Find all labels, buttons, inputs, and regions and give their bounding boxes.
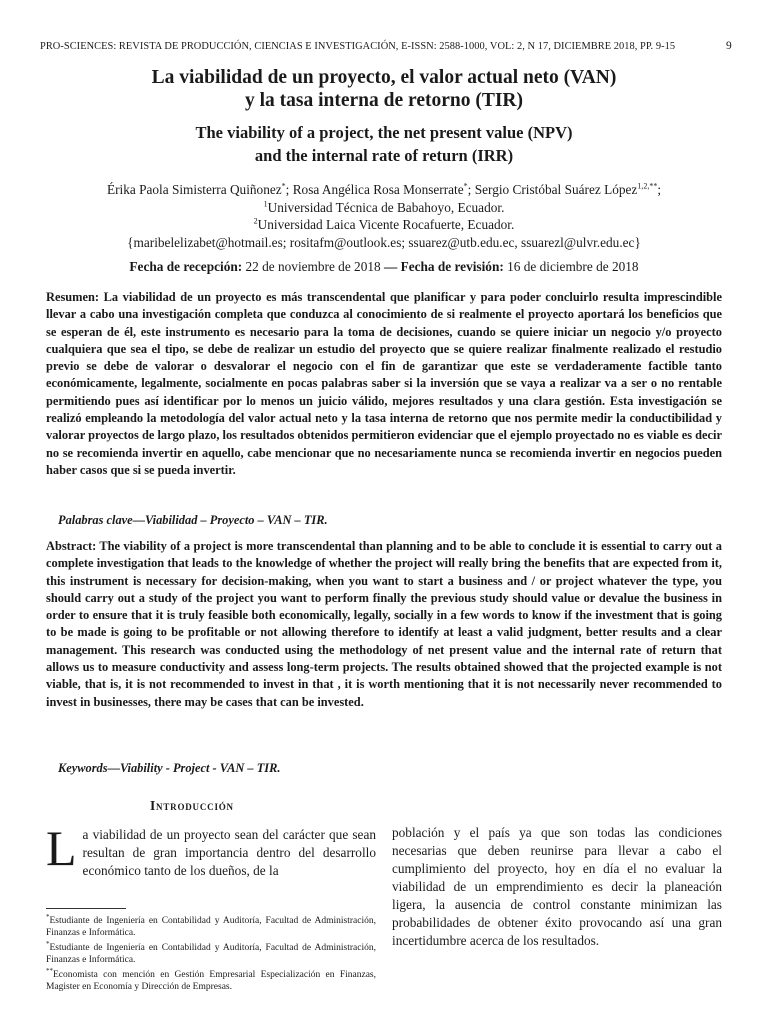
running-header: PRO-SCIENCES: REVISTA DE PRODUCCIÓN, CIENCIAS E INVESTIGACIÓN, E-ISSN: 2588-1000, VOL: 2, N 17, DICIEMBRE 2018, PP. 9-15 (40, 41, 676, 52)
received-date: 22 de noviembre de 2018 (245, 259, 381, 274)
author-3: Sergio Cristóbal Suárez López (474, 182, 638, 197)
date-dash: — (383, 259, 398, 274)
abstract-paragraph: Abstract: The viability of a project is more transcendental than planning and to be able to conclude it is essential to carry out a complete investigation that leads to the knowledge of whether the project will really bring the benefits that are expected from it, this instrument is necessary for decision-making, when you want to start a business and / or project whatever the type, you should carry out a study of the project you want to perform finally the previous study should value or devalue the business in order to ensure that it is truly feasible both economically, legally, socially in a few words to know if the investment that is going to be made is going to be profitable or not allowing therefore to identify at least a valid judgment, better results and a clear management. This research was conducted using the methodology of net present value and the internal rate of return that allows us to measure conductivity and assess long-term projects. The results obtained showed that the projected example is not viable, that is, it is not recommended to invest in that , it is worth mentioning that it is not necessarily never recommended to invest in businesses, there may be cases that can be invested. (46, 539, 722, 709)
affiliation-2 (40, 216, 728, 234)
author-1: Érika Paola Simisterra Quiñonez (106, 182, 282, 197)
intro-left-text: a viabilidad de un proyecto sean del carácter que sean resultan de gran importancia dentro del desarrollo económico tanto de los dueños, de la (82, 827, 376, 878)
footnote-1-mark: * (46, 913, 50, 921)
title-spanish-line2: y la tasa interna de retorno (TIR) (244, 90, 524, 111)
affiliation-2-text: Universidad Laica Vicente Rocafuerte, Ecuador. (257, 217, 515, 233)
affiliation-1 (40, 199, 728, 217)
title-english-line2: and the internal rate of return (IRR) (254, 146, 514, 165)
author-list (40, 181, 728, 199)
footnote-3 (46, 966, 376, 993)
author-2: Rosa Angélica Rosa Monserrate (292, 182, 464, 197)
author-2-mark: * (463, 181, 468, 191)
footnote-1 (46, 912, 376, 939)
author-1-mark: * (281, 181, 286, 191)
footnote-1-text: Estudiante de Ingeniería en Contabilidad y Auditoría, Facultad de Administración, Finanzas e Informática. (46, 916, 376, 938)
page-number: 9 (726, 40, 732, 52)
footnote-2-mark: * (46, 940, 50, 949)
palabras-clave: Palabras clave—Viabilidad – Proyecto – VAN – TIR. (58, 513, 328, 527)
received-label: Fecha de recepción: (129, 259, 243, 274)
footnote-divider (46, 908, 126, 909)
footnote-3-text: Economista con mención en Gestión Empresarial Especialización en Finanzas, Magister en Economía y Dirección de Empresas. (46, 970, 376, 992)
title-spanish-line1: La viabilidad de un proyecto, el valor actual neto (VAN) (151, 67, 617, 88)
author-separator: ; (467, 182, 475, 197)
intro-right-text: población y el país ya que son todas las condiciones necesarias que deben reunirse para llevar a cabo el cumplimiento del proyecto, hoy en día el no evaluar la viabilidad de un emprendimiento es decir la planeación ligera, la ausencia de control constante minimizan las probabilidades de obtener éxito provocando así una gran incertidumbre acerca de los resultados. (392, 825, 722, 948)
author-emails: {maribelelizabet@hotmail.es; rositafm@outlook.es; ssuarez@utb.edu.ec, ssuarezl@ulvr.edu.ec} (127, 234, 641, 250)
keywords: Keywords—Viability - Project - VAN – TIR. (58, 761, 281, 775)
affiliation-1-number: 1 (263, 199, 268, 209)
author-list-end: ; (657, 182, 662, 197)
title-spanish (40, 66, 728, 112)
footnote-3-mark: ** (46, 967, 53, 976)
section-heading-introduccion: Introducción (150, 798, 234, 813)
footnote-2-text: Estudiante de Ingeniería en Contabilidad y Auditoría, Facultad de Administración, Finanzas e Informática. (46, 943, 376, 965)
footnotes (46, 912, 376, 993)
author-3-mark: 1,2,** (637, 181, 658, 191)
footnote-2 (46, 939, 376, 966)
affiliation-1-text: Universidad Técnica de Babahoyo, Ecuador. (267, 199, 505, 215)
author-separator: ; (285, 182, 293, 197)
author-block (40, 181, 728, 251)
intro-left-column (46, 820, 376, 880)
revised-label: Fecha de revisión: (400, 259, 504, 274)
resumen-paragraph: Resumen: La viabilidad de un proyecto es más transcendental que planificar y para poder concluirlo resulta imprescindible llevar a cabo una investigación completa que conduzca al conocimiento de si realmente el proyecto aportará los beneficios que se esperan de él, este instrumento es necesario para la toma de decisiones, cuando se quiere iniciar un negocio y/o proyecto cualquiera que sea el tipo, se debe de realizar un estudio del proyecto que se quiere realizar finalmente realizado el restudio previo se debe de valorar o desvalorar el negocio con el fin de garantizar que este se verdaderamente factible tanto económicamente, legalmente, socialmente en pocas palabras saber si la inversión que se vaya a realizar va a ser o no rentable permitiendo pues así identificar por lo menos un juicio válido, mejores resultados y una clara gestión. Esta investigación se realizó empleando la metodología del valor actual neto y la tasa interna de retorno que nos permite medir la conductibilidad y valorar proyectos de largo plazo, los resultados obtenidos permitieron evidenciar que el ejemplo proyectado no es viable es decir no se recomienda invertir en aquello, cabe mencionar que no necesariamente nunca se recomienda invertir en negocios pueden haber casos que si se pueda invertir. (46, 290, 722, 477)
affiliation-2-number: 2 (253, 216, 258, 226)
title-english-line1: The viability of a project, the net present value (NPV) (195, 123, 573, 142)
drop-cap: L (46, 820, 77, 876)
date-line (40, 259, 728, 275)
intro-paragraph-left (46, 820, 376, 880)
title-english (40, 121, 728, 167)
revised-date: 16 de diciembre de 2018 (507, 259, 639, 274)
intro-right-column (392, 824, 722, 950)
